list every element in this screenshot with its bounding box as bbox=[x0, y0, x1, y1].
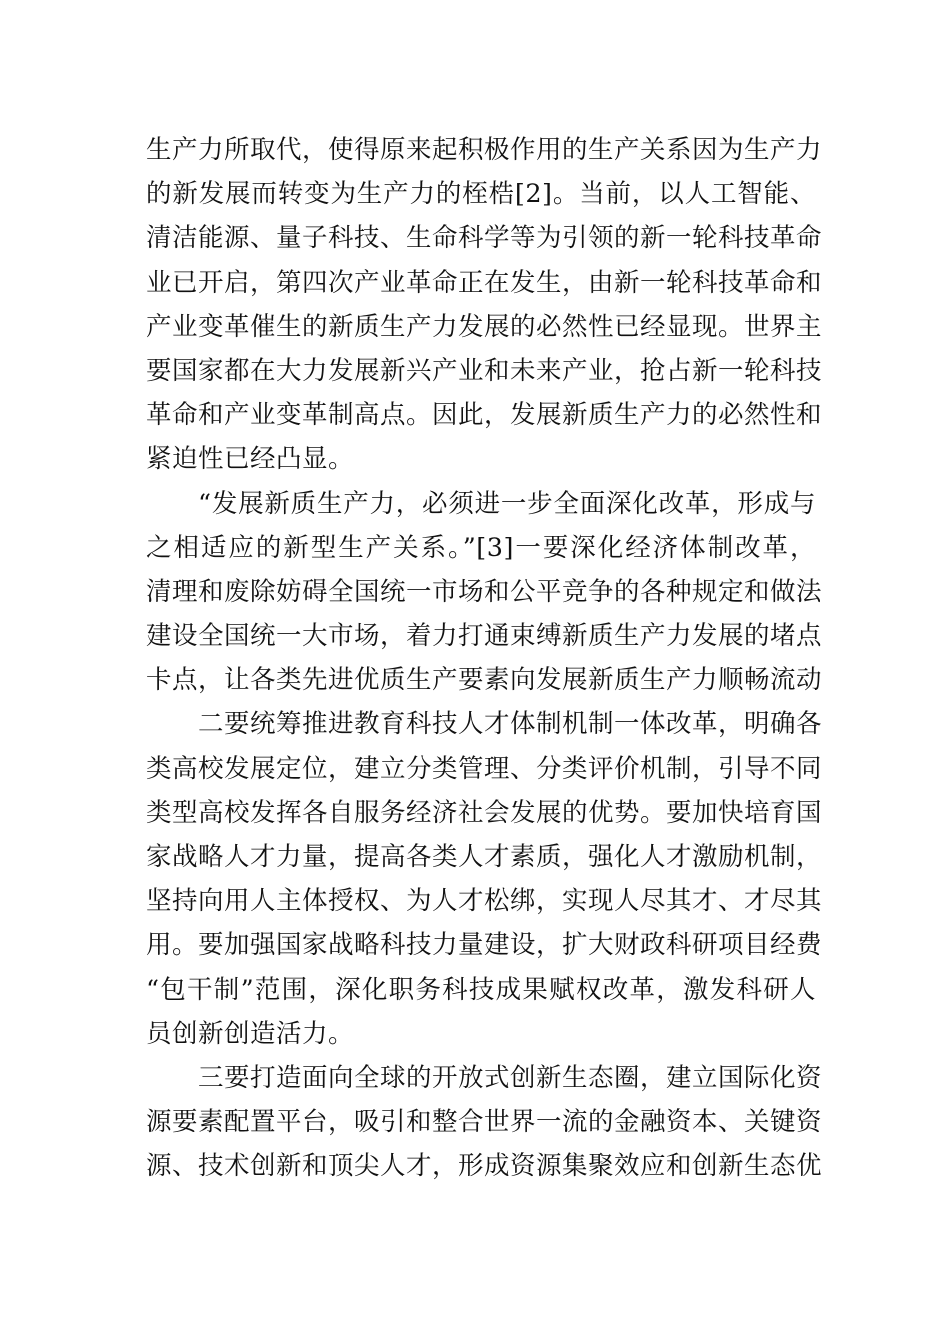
document-body bbox=[146, 128, 823, 1189]
text-line: 员创新创造活力。 bbox=[146, 1018, 355, 1049]
text-line: 源、技术创新和顶尖人才，形成资源集聚效应和创新生态优 bbox=[146, 1151, 823, 1182]
text-line: 清理和废除妨碍全国统一市场和公平竞争的各种规定和做法 bbox=[146, 576, 823, 607]
text-line: 建设全国统一大市场，着力打通束缚新质生产力发展的堵点 bbox=[146, 621, 823, 652]
text-line: 卡点，让各类先进优质生产要素向发展新质生产力顺畅流动 bbox=[146, 665, 823, 696]
text-line: 类高校发展定位，建立分类管理、分类评价机制，引导不同 bbox=[146, 753, 823, 784]
text-line: 类型高校发挥各自服务经济社会发展的优势。要加快培育国 bbox=[146, 797, 823, 828]
text-line: 二要统筹推进教育科技人才体制机制一体改革，明确各 bbox=[198, 709, 823, 740]
text-line: 业已开启，第四次产业革命正在发生，由新一轮科技革命和 bbox=[146, 267, 823, 298]
text-line: 三要打造面向全球的开放式创新生态圈，建立国际化资 bbox=[198, 1062, 823, 1093]
text-line: 之相适应的新型生产关系。”[3]一要深化经济体制改革， bbox=[146, 532, 816, 563]
text-line: 生产力所取代，使得原来起积极作用的生产关系因为生产力 bbox=[146, 135, 823, 165]
text-line: 要国家都在大力发展新兴产业和未来产业，抢占新一轮科技 bbox=[146, 355, 823, 386]
text-line: 紧迫性已经凸显。 bbox=[146, 444, 355, 475]
text-line: 坚持向用人主体授权、为人才松绑，实现人尽其才、才尽其 bbox=[146, 886, 823, 917]
text-line: 用。要加强国家战略科技力量建设，扩大财政科研项目经费 bbox=[146, 930, 823, 961]
text-line: 的新发展而转变为生产力的桎梏[2]。当前，以人工智能、 bbox=[146, 179, 816, 210]
text-line: “包干制”范围，深化职务科技成果赋权改革，激发科研人 bbox=[146, 974, 816, 1005]
text-line: 革命和产业变革制高点。因此，发展新质生产力的必然性和 bbox=[146, 400, 823, 431]
text-line: 源要素配置平台，吸引和整合世界一流的金融资本、关键资 bbox=[146, 1107, 823, 1138]
text-line: “发展新质生产力，必须进一步全面深化改革，形成与 bbox=[198, 488, 816, 519]
text-line: 清洁能源、量子科技、生命科学等为引领的新一轮科技革命 bbox=[146, 223, 823, 254]
text-line: 家战略人才力量，提高各类人才素质，强化人才激励机制， bbox=[146, 842, 823, 872]
text-line: 产业变革催生的新质生产力发展的必然性已经显现。世界主 bbox=[146, 311, 823, 342]
